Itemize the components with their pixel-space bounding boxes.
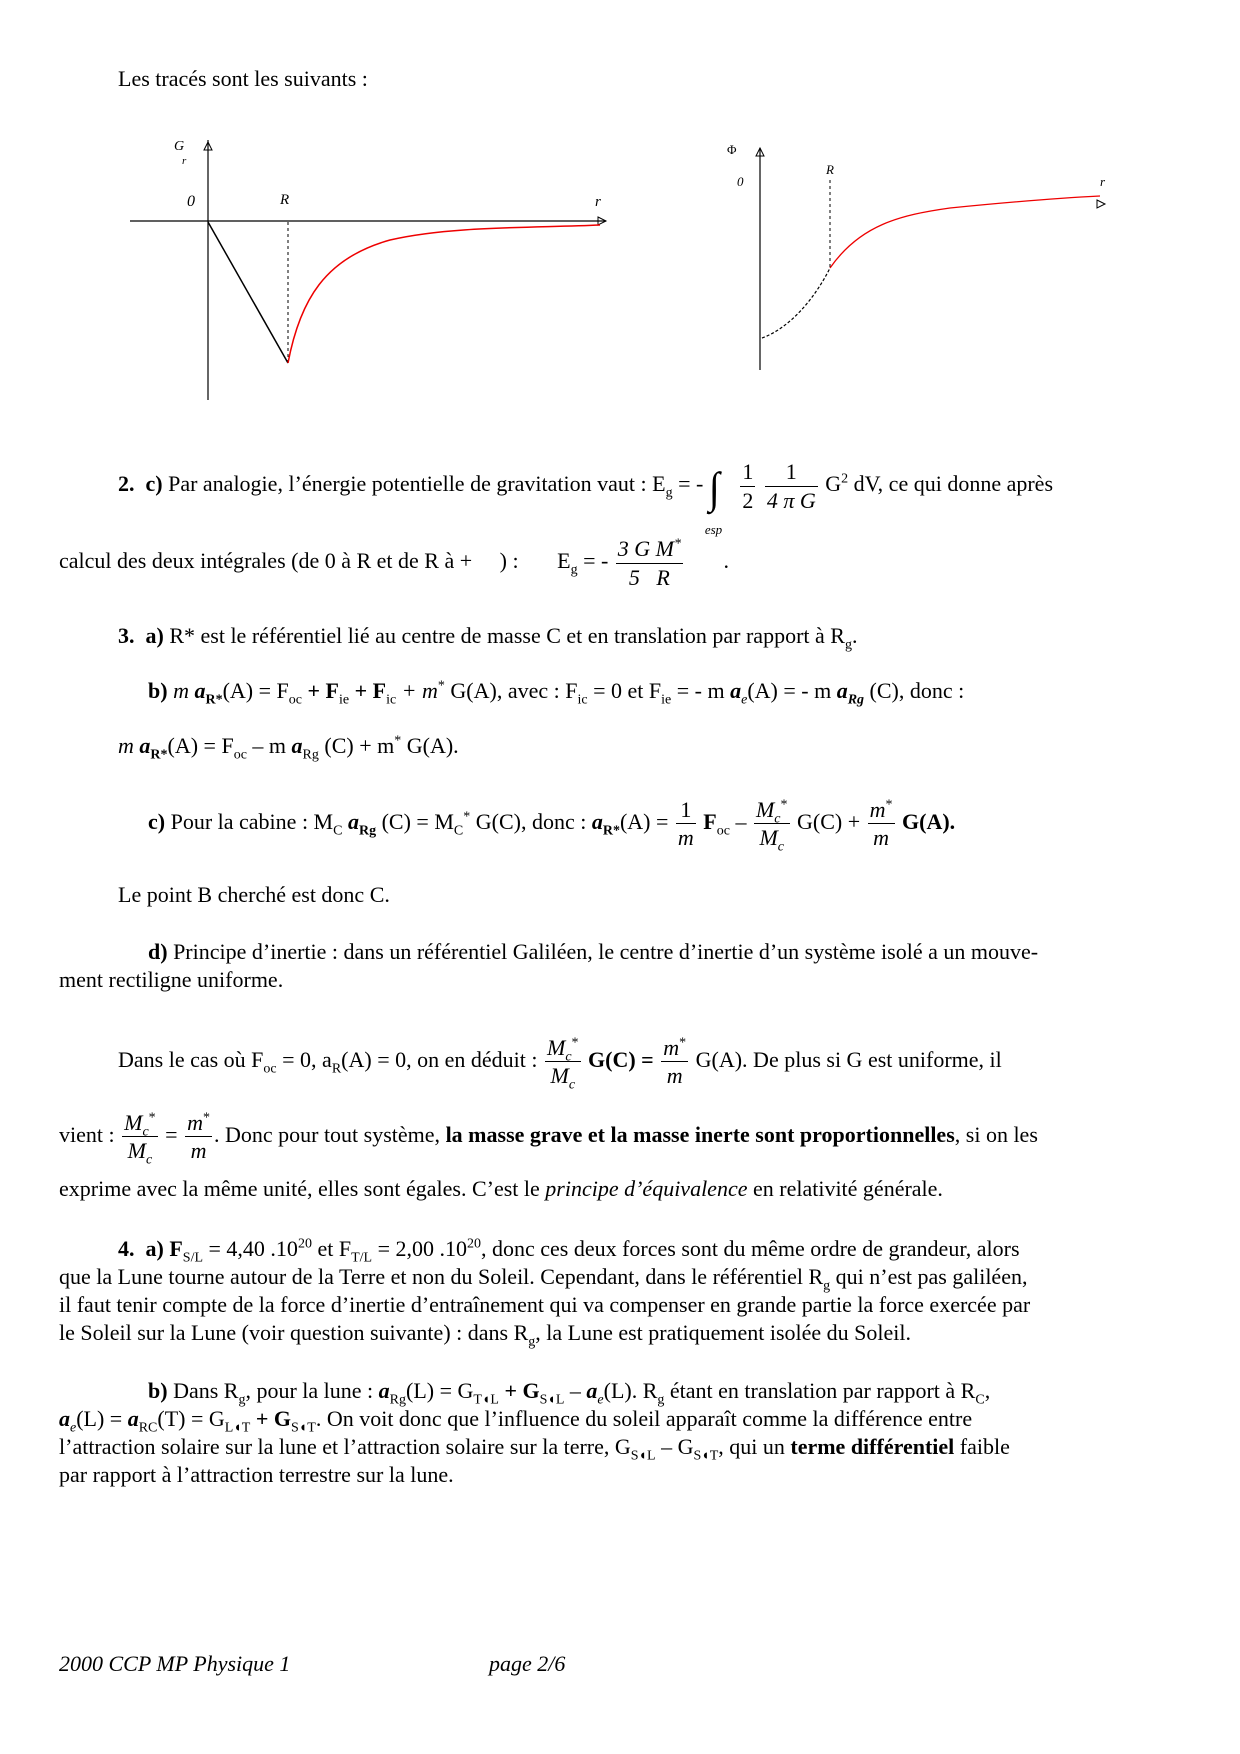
q4a-v2: = 2,00 .10 bbox=[372, 1236, 467, 1261]
graph2-origin: 0 bbox=[737, 174, 744, 189]
q3a-sub: g bbox=[844, 637, 852, 653]
q2c-letter: c) bbox=[145, 471, 163, 497]
graph1-xlabel: r bbox=[595, 194, 601, 210]
q3c: c) Pour la cabine : $M_C$ $a_{Rg}$ $(C) = M_C^*$ G(C), donc : $a_{R*}(A)$ = $\frac{1}{m}$ $F_{oc}$ – $\frac{M_c^*}{M_c}$ G(C) + $\frac{m^*}{m}$ G(A). bbox=[148, 796, 956, 855]
q4a-line4: le Soleil sur la Lune (voir question suivante) : dans $R_g$, la Lune est pratiquement isolée du Soleil. bbox=[59, 1320, 912, 1350]
q3b-line2: m $a_{R*}(A) = F_{oc} - m$ $a_{Rg}$ (C) + m* G(A). bbox=[118, 733, 459, 763]
q3b-letter: b) bbox=[148, 678, 168, 703]
cas-bold: la masse grave et la masse inerte sont proportionnelles bbox=[445, 1122, 955, 1147]
footer-page: page 2/6 bbox=[489, 1651, 566, 1676]
q4a-rest1: , donc ces deux forces sont du même ordre de grandeur, alors bbox=[480, 1236, 1020, 1261]
eg2-eq: = - bbox=[577, 548, 614, 574]
q3b-marg: (A) = - m bbox=[747, 678, 832, 703]
intro-text: Les tracés sont les suivants : bbox=[118, 66, 368, 91]
q4b-l3c: , qui un bbox=[718, 1434, 785, 1459]
q3c-f3-den: m bbox=[873, 825, 890, 851]
g-term: G bbox=[825, 471, 842, 497]
q4a-v1: = 4,40 .10 bbox=[203, 1236, 298, 1261]
q4b-l1e: – bbox=[564, 1378, 587, 1403]
eq: = - bbox=[672, 471, 709, 497]
cas-line1: Dans le cas où $F_{oc} = 0$, $a_R(A) = 0$, on en déduit : $\frac{M_c^*}{M_c}$ G(C) = $\frac{m^*}{m}$ G(A). De plus si G est uniforme, il bbox=[118, 1034, 1002, 1093]
q3a-dot: . bbox=[851, 623, 858, 648]
frac2-num: 1 bbox=[765, 458, 818, 487]
q3c-text2: (C) = M bbox=[376, 809, 454, 834]
q2c-line2 bbox=[59, 535, 729, 591]
q4b-l3bold: terme différentiel bbox=[790, 1434, 955, 1459]
graph1-mark-r: R bbox=[280, 192, 290, 208]
q2c-line2-end: ) : bbox=[499, 548, 519, 574]
q3c-f2-num: M bbox=[755, 796, 775, 822]
result-den: 5 R bbox=[628, 564, 670, 590]
q4a-line1 bbox=[118, 1236, 1020, 1266]
q4b-line2: $a_e(L) = a_{RC}(T) = G_{L◖T} + G_{S◖T}$. On voit donc que l’influence du soleil apparaît comme la différence entre bbox=[59, 1406, 973, 1436]
q3c-gc: G(C) + bbox=[797, 809, 861, 834]
q4a-number: 4. bbox=[118, 1236, 135, 1261]
cas-line3b: en relativité générale. bbox=[752, 1176, 943, 1201]
q4b-l1g: étant en translation par rapport à R bbox=[664, 1378, 976, 1403]
q3b-mstar: + m bbox=[396, 678, 438, 703]
graph2-mark-r: R bbox=[826, 162, 834, 177]
graph-phi bbox=[710, 140, 1130, 370]
q3a bbox=[118, 623, 858, 653]
q2c-line1 bbox=[118, 458, 1053, 537]
q3a-letter: a) bbox=[145, 623, 164, 648]
graph1-origin: 0 bbox=[187, 193, 195, 210]
q4a-letter: a) bbox=[145, 1236, 164, 1261]
graph-gr bbox=[120, 140, 620, 400]
q4a-fsl-sub: S/L bbox=[182, 1250, 204, 1266]
q4b-line4: par rapport à l’attraction terrestre sur la lune. bbox=[59, 1462, 454, 1487]
q2c-number: 2. bbox=[118, 471, 135, 497]
q4b-l3a: l’attraction solaire sur la lune et l’attraction solaire sur la terre, G bbox=[59, 1434, 631, 1459]
result-sup: * bbox=[674, 536, 682, 552]
graph2-xlabel: r bbox=[1100, 174, 1106, 189]
q4b-l3b: – G bbox=[655, 1434, 694, 1459]
cas-rest: , si on les bbox=[954, 1122, 1038, 1147]
eg2: E bbox=[557, 548, 571, 574]
cas-text3: (A) = 0, on en déduit : bbox=[341, 1047, 538, 1072]
q4b-l1d: + G bbox=[498, 1378, 540, 1403]
g-sup: 2 bbox=[841, 471, 849, 487]
cas-gc: G(C) = bbox=[588, 1047, 654, 1072]
eg-sub: g bbox=[665, 485, 673, 501]
q4a-line4-text: le Soleil sur la Lune (voir question suivante) : dans R bbox=[59, 1320, 529, 1345]
cas-line3 bbox=[59, 1176, 943, 1202]
q3c-text4: (A) = bbox=[619, 809, 669, 834]
q3d-letter: d) bbox=[148, 939, 168, 964]
graph1-ylabel: G bbox=[174, 140, 185, 154]
q4a-v2-sup: 20 bbox=[466, 1236, 481, 1252]
q4b-l2c: + G bbox=[250, 1406, 292, 1431]
q4b-letter: b) bbox=[148, 1378, 168, 1403]
int-lower: esp bbox=[704, 522, 723, 537]
q2c-line2-text: calcul des deux intégrales (de 0 à R et de R à + bbox=[59, 548, 473, 574]
q4b-l1f: (L). R bbox=[603, 1378, 658, 1403]
q3b-donc: (C), donc : bbox=[864, 678, 965, 703]
q3b-line2-eq: (A) = F bbox=[167, 733, 234, 758]
graph1-ylabel-sub: r bbox=[182, 155, 187, 167]
q4a-line3: il faut tenir compte de la force d’inertie d’entraînement qui va compenser en grande partie la force exercée par bbox=[59, 1292, 1031, 1317]
q4b-l1b: , pour la lune : bbox=[245, 1378, 374, 1403]
q3d-line2: ment rectiligne uniforme. bbox=[59, 967, 284, 992]
q3d-text: Principe d’inertie : dans un référentiel Galiléen, le centre d’inertie d’un système isolé a un mouve- bbox=[173, 939, 1039, 964]
dv-text: dV, ce qui donne après bbox=[848, 471, 1053, 497]
q4b-l1c: (L) = G bbox=[406, 1378, 474, 1403]
q3b-line1: b) m $a_{R*}(A) = F_{oc} + F_{ie} + F_{ic} + m^*$ G(A), avec : $F_{ic} = 0$ et $F_{ie}$ = - m $a_e(A)$ = - m $a_{Rg}$ (C), donc : bbox=[148, 678, 965, 708]
q3b-line2-mstar: (C) + m bbox=[318, 733, 395, 758]
integral-sign: ∫ bbox=[708, 462, 720, 513]
cas-line3a: exprime avec la même unité, elles sont égales. C’est le bbox=[59, 1176, 540, 1201]
cas-vient: vient : bbox=[59, 1122, 115, 1147]
q4a-line2-text: que la Lune tourne autour de la Terre et non du Soleil. Cependant, dans le référentiel R bbox=[59, 1264, 824, 1289]
q3d bbox=[59, 937, 1182, 967]
q4a-line2-end: qui n’est pas galiléen, bbox=[830, 1264, 1028, 1289]
cas-text2: = 0, a bbox=[276, 1047, 332, 1072]
q3c-letter: c) bbox=[148, 809, 166, 834]
q4a-line4-end: , la Lune est pratiquement isolée du Soleil. bbox=[535, 1320, 912, 1345]
q3c-foc: F bbox=[703, 809, 717, 834]
q3b-fie2: = 0 et F bbox=[587, 678, 662, 703]
frac1-num: 1 bbox=[740, 458, 755, 487]
q3c-ga: G(A). bbox=[902, 809, 956, 834]
q3b-line2-ga: G(A). bbox=[401, 733, 459, 758]
q3c-f3-num: m bbox=[869, 796, 886, 822]
q4b-l1h: , bbox=[984, 1378, 991, 1403]
q2c-text: Par analogie, l’énergie potentielle de gravitation vaut : E bbox=[168, 471, 666, 497]
q3b-m: m bbox=[173, 678, 189, 703]
q3c-f1-num: 1 bbox=[676, 796, 696, 825]
q3b-mae: = - m bbox=[671, 678, 725, 703]
q4b-l2a: (L) = bbox=[76, 1406, 128, 1431]
q4a-v1-sup: 20 bbox=[297, 1236, 312, 1252]
eg2-sub: g bbox=[570, 562, 578, 578]
q3c-f1-den: m bbox=[677, 825, 694, 851]
q4b-l1a: Dans R bbox=[173, 1378, 239, 1403]
footer-left: 2000 CCP MP Physique 1 bbox=[59, 1651, 291, 1676]
q3b-avec: G(A), avec : F bbox=[444, 678, 578, 703]
q4a-f: F bbox=[169, 1236, 183, 1261]
q3a-text: R* est le référentiel lié au centre de masse C et en translation par rapport à R bbox=[169, 623, 845, 648]
cas-eq: = bbox=[165, 1122, 178, 1147]
q4b-line1: b) Dans $R_g$, pour la lune : $a_{Rg}(L) = G_{T◖L} + G_{S◖L} - a_e(L)$. $R_g$ étant en translation par rapport à $R_C$, bbox=[148, 1378, 991, 1408]
q3b-line2-m: – m bbox=[246, 733, 287, 758]
q3b-fic: + F bbox=[349, 678, 387, 703]
q4a-et: et F bbox=[311, 1236, 352, 1261]
q3b-fie: + F bbox=[301, 678, 339, 703]
q3b-eq1: (A) = F bbox=[222, 678, 289, 703]
q4a-line2: que la Lune tourne autour de la Terre et non du Soleil. Cependant, dans le référentiel $R_g$ qui n’est pas galiléen, bbox=[59, 1264, 1028, 1294]
cas-ga: G(A). De plus si G est uniforme, il bbox=[695, 1047, 1002, 1072]
q4b-l3d: faible bbox=[959, 1434, 1010, 1459]
q4b-l2d: . On voit donc que l’influence du soleil apparaît comme la différence entre bbox=[315, 1406, 973, 1431]
cas-line3-ital: principe d’équivalence bbox=[545, 1176, 748, 1201]
q3c-text3: G(C), donc : bbox=[470, 809, 587, 834]
q4b-l2b: (T) = G bbox=[157, 1406, 225, 1431]
q3c-f2-den: M bbox=[759, 825, 778, 851]
result-num: 3 G M bbox=[617, 536, 675, 561]
graph2-ylabel: Φ bbox=[727, 142, 737, 157]
q3a-number: 3. bbox=[118, 623, 135, 648]
frac2-den: 4 π G bbox=[766, 487, 816, 513]
cas-line2: vient : $\frac{M_c^*}{M_c}$ = $\frac{m^*}{m}$ . Donc pour tout système, la masse grave et la masse inerte sont proportionnelles, si on les bbox=[59, 1109, 1038, 1168]
point-b: Le point B cherché est donc C. bbox=[118, 882, 390, 907]
cas-text1: Dans le cas où F bbox=[118, 1047, 264, 1072]
cas-donc: . Donc pour tout système, bbox=[213, 1122, 441, 1147]
q4b-line3: l’attraction solaire sur la lune et l’attraction solaire sur la terre, $G_{S◖L} - G_{S◖T}$, qui un terme différentiel faible bbox=[59, 1434, 1010, 1464]
dot: . bbox=[723, 548, 730, 574]
q4a-ftl-sub: T/L bbox=[351, 1250, 373, 1266]
frac1-den: 2 bbox=[742, 487, 754, 513]
q3c-text1: Pour la cabine : M bbox=[170, 809, 334, 834]
